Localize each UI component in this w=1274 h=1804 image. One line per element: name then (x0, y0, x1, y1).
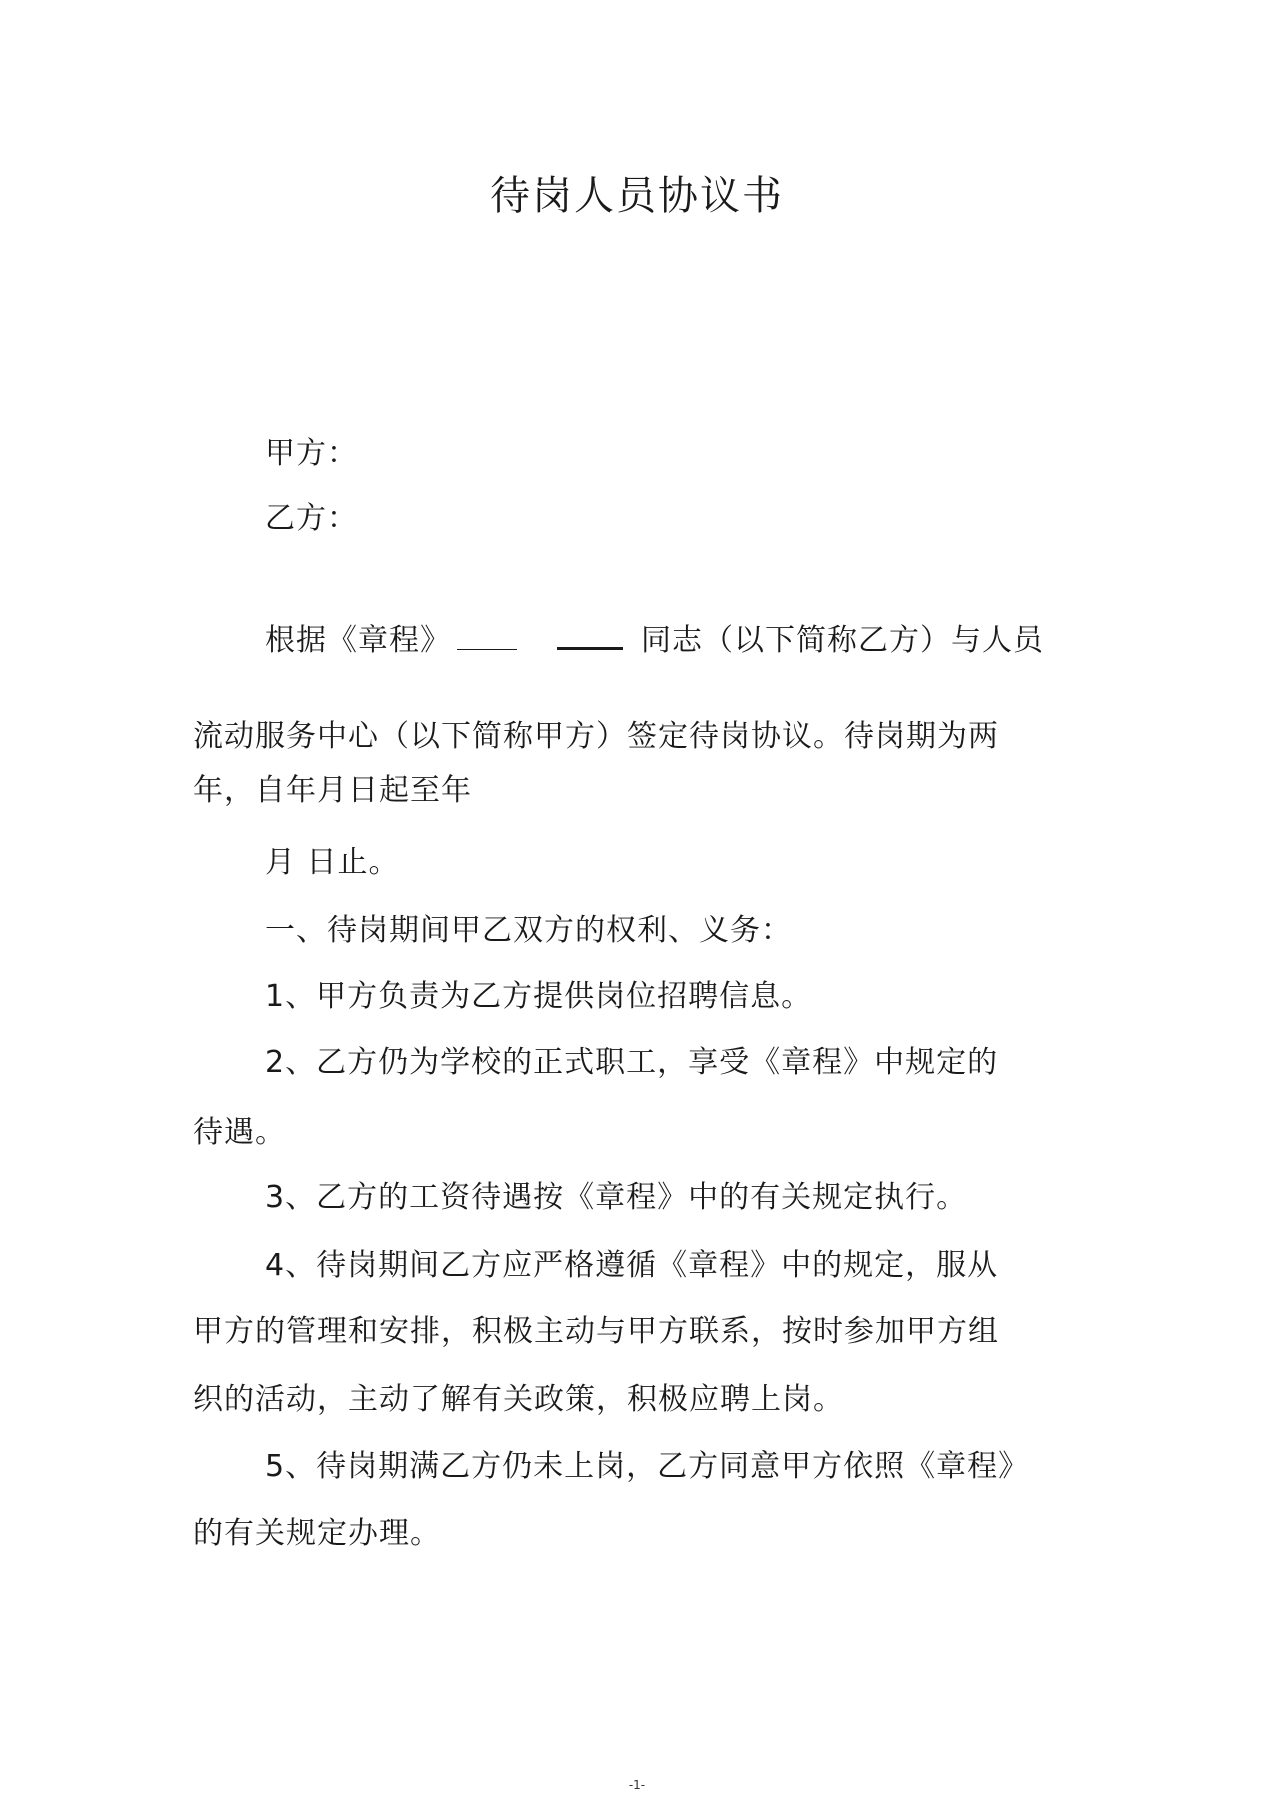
document-title: 待岗人员协议书 (490, 173, 784, 219)
name-blank-thin (457, 623, 517, 650)
item-5-number: 5 (265, 1449, 286, 1484)
item-1-number: 1 (265, 979, 286, 1014)
item-2-line-2: 待遇。 (193, 1115, 286, 1150)
item-4-line-1 (265, 1246, 998, 1286)
intro-line-1 (265, 621, 1044, 661)
item-4-text: 、待岗期间乙方应严格遵循《章程》中的规定，服从 (285, 1248, 999, 1283)
page-number: -1- (628, 1778, 646, 1792)
item-2-line-1 (265, 1043, 998, 1083)
section-1-heading: 一、待岗期间甲乙双方的权利、义务： (265, 913, 792, 948)
item-2-number: 2 (265, 1045, 286, 1080)
item-3-number: 3 (265, 1180, 286, 1215)
item-3-text: 、乙方的工资待遇按《章程》中的有关规定执行。 (285, 1180, 968, 1215)
item-2-text: 、乙方仍为学校的正式职工，享受《章程》中规定的 (285, 1045, 999, 1080)
item-5-line-1 (265, 1447, 1029, 1487)
item-3 (265, 1178, 967, 1218)
item-1-text: 、甲方负责为乙方提供岗位招聘信息。 (285, 979, 813, 1014)
intro-prefix: 根据《章程》 (265, 623, 451, 658)
party-a-label: 甲方： (265, 436, 358, 471)
item-4-number: 4 (265, 1248, 286, 1283)
name-blank-thick (557, 621, 623, 650)
item-4-line-2: 甲方的管理和安排，积极主动与甲方联系，按时参加甲方组 (193, 1314, 999, 1349)
intro-line-4: 月 日止。 (265, 845, 400, 880)
item-4-line-3: 织的活动，主动了解有关政策，积极应聘上岗。 (193, 1382, 844, 1417)
party-b-label: 乙方： (265, 501, 358, 536)
intro-suffix: 同志（以下简称乙方）与人员 (641, 623, 1044, 658)
item-1 (265, 977, 812, 1017)
item-5-line-2: 的有关规定办理。 (193, 1516, 441, 1551)
item-5-text: 、待岗期满乙方仍未上岗，乙方同意甲方依照《章程》 (285, 1449, 1030, 1484)
intro-line-2: 流动服务中心（以下简称甲方）签定待岗协议。待岗期为两 (193, 719, 999, 754)
intro-line-3: 年，自年月日起至年 (193, 773, 472, 808)
